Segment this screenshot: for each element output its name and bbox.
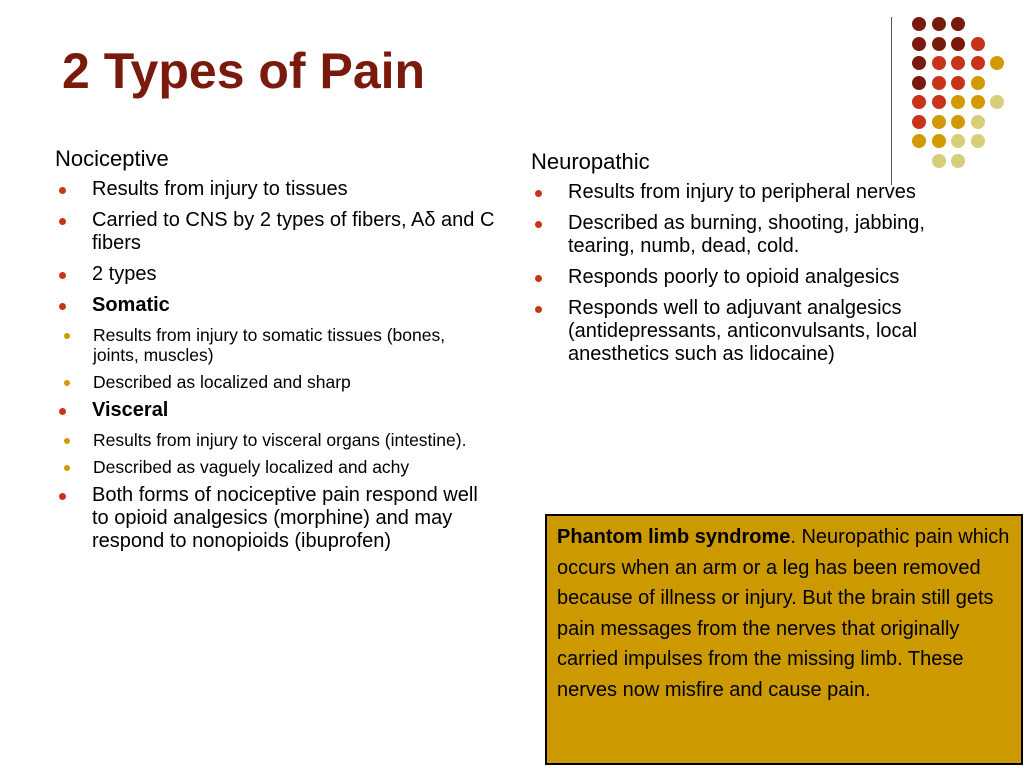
decor-dot <box>990 56 1004 70</box>
neuropathic-column <box>531 149 991 374</box>
nociceptive-subitem: Results from injury to somatic tissues (bones, joints, muscles) <box>55 325 495 365</box>
phantom-limb-callout <box>545 514 1023 765</box>
decor-dot <box>951 17 965 31</box>
neuropathic-item: Responds well to adjuvant analgesics (antidepressants, anticonvulsants, local anesthetics such as lidocaine) <box>531 297 991 366</box>
nociceptive-subitem: Described as localized and sharp <box>55 372 495 392</box>
neuropathic-item: Results from injury to peripheral nerves <box>531 181 991 204</box>
decor-dot <box>912 95 926 109</box>
decor-dot <box>912 76 926 90</box>
decor-dot <box>951 76 965 90</box>
decor-dot <box>932 134 946 148</box>
decor-dot <box>971 37 985 51</box>
neuropathic-item: Described as burning, shooting, jabbing, tearing, numb, dead, cold. <box>531 212 991 258</box>
nociceptive-item: Results from injury to tissues <box>55 178 495 201</box>
nociceptive-item: 2 types <box>55 263 495 286</box>
decor-dot <box>951 95 965 109</box>
decor-dot <box>971 134 985 148</box>
callout-text: . Neuropathic pain which occurs when an arm or a leg has been removed because of illness or injury. But the brain still gets pain messages from the nerves that originally carried impulses from the missing limb. These nerves now misfire and cause pain. <box>557 526 1010 701</box>
nociceptive-subitem: Results from injury to visceral organs (intestine). <box>55 430 495 450</box>
slide-title: 2 Types of Pain <box>62 43 426 99</box>
nociceptive-item: Both forms of nociceptive pain respond well to opioid analgesics (morphine) and may respond to nonopioids (ibuprofen) <box>55 484 495 553</box>
decor-dot <box>971 56 985 70</box>
nociceptive-item: Somatic <box>55 294 495 317</box>
nociceptive-item: Carried to CNS by 2 types of fibers, Aδ and C fibers <box>55 209 495 255</box>
nociceptive-item: Visceral <box>55 399 495 422</box>
decor-dot <box>971 95 985 109</box>
decor-dot <box>951 37 965 51</box>
decor-dot <box>951 56 965 70</box>
decor-dot <box>912 134 926 148</box>
decor-dot <box>932 56 946 70</box>
decor-dot <box>951 134 965 148</box>
nociceptive-list <box>55 178 495 553</box>
decor-dot <box>971 115 985 129</box>
neuropathic-list <box>531 181 991 366</box>
nociceptive-column <box>55 146 495 561</box>
decor-dot <box>932 76 946 90</box>
nociceptive-heading: Nociceptive <box>55 146 169 171</box>
neuropathic-heading: Neuropathic <box>531 149 650 174</box>
decor-dot <box>990 95 1004 109</box>
nociceptive-subitem: Described as vaguely localized and achy <box>55 457 495 477</box>
neuropathic-item: Responds poorly to opioid analgesics <box>531 266 991 289</box>
decor-dot <box>932 37 946 51</box>
decor-dot <box>912 115 926 129</box>
decor-dot <box>932 17 946 31</box>
decor-dot <box>951 115 965 129</box>
decor-dot <box>912 37 926 51</box>
decor-dot <box>932 115 946 129</box>
decor-dot <box>971 76 985 90</box>
decor-dot <box>912 56 926 70</box>
decor-dot <box>932 95 946 109</box>
callout-term: Phantom limb syndrome <box>557 526 791 548</box>
decor-dot <box>912 17 926 31</box>
